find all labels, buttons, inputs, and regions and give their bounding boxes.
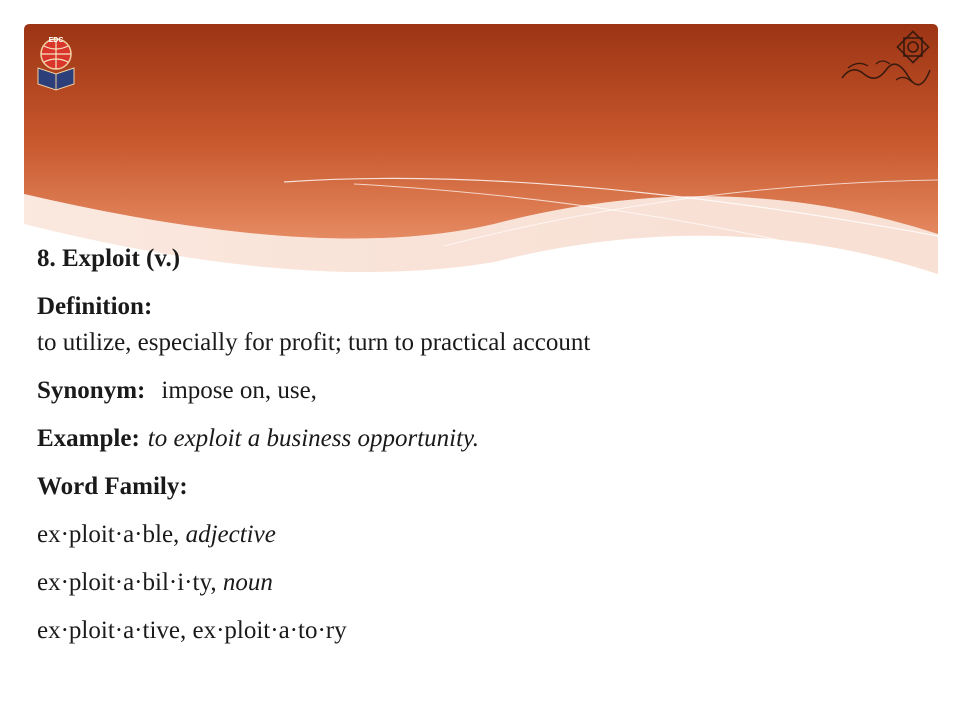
header-banner: [24, 24, 938, 274]
example-text: to exploit a business opportunity.: [147, 425, 480, 452]
entry-heading: 8. Exploit (v.): [37, 245, 181, 272]
word-family-label: Word Family:: [37, 473, 188, 500]
definition-label: Definition:: [37, 293, 153, 320]
definition-text: to utilize, especially for profit; turn to practical account: [37, 329, 591, 356]
word-family-item: [37, 520, 276, 550]
family-word: ex·ploit·a·ble,: [37, 521, 180, 548]
family-word: ex·ploit·a·bil·i·ty,: [37, 569, 217, 596]
word-family-item: [37, 568, 273, 598]
family-pos: noun: [222, 569, 273, 596]
word-family-item: [37, 616, 347, 646]
banner-graphic: [24, 24, 938, 274]
example-line: [37, 424, 479, 454]
family-word: ex·ploit·a·tive, ex·ploit·a·to·ry: [37, 617, 347, 644]
synonym-label: Synonym:: [37, 377, 146, 404]
svg-text:EDC: EDC: [48, 37, 64, 44]
family-pos: adjective: [185, 521, 276, 548]
synonym-text: impose on, use,: [161, 377, 317, 404]
edc-book-globe-logo: [30, 32, 82, 94]
synonym-line: [37, 376, 317, 406]
example-label: Example:: [37, 425, 140, 452]
university-emblem-calligraphy-logo: [838, 30, 936, 90]
